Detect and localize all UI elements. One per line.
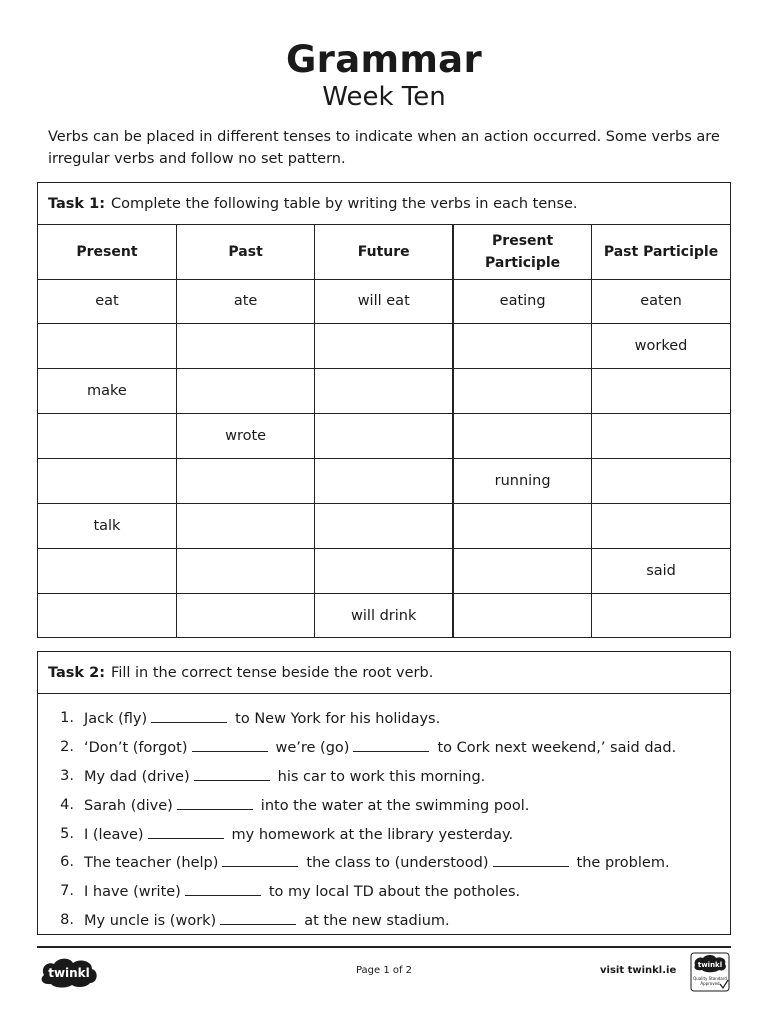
answer-blank[interactable] xyxy=(177,796,253,810)
task1-label: Task 1: xyxy=(48,195,106,212)
table-row xyxy=(38,459,730,504)
item-text xyxy=(84,825,513,843)
table-row xyxy=(38,324,730,369)
table-cell: eaten xyxy=(592,279,730,324)
table-row xyxy=(38,369,730,414)
table-cell[interactable] xyxy=(453,324,591,369)
table-cell[interactable] xyxy=(176,593,314,638)
badge-logo-text: twinkl xyxy=(697,961,723,969)
list-item xyxy=(52,790,730,819)
task2-list xyxy=(38,694,730,934)
sentence-part: Sarah (dive) xyxy=(84,797,173,814)
task2-label: Task 2: xyxy=(48,664,106,681)
answer-blank[interactable] xyxy=(222,853,298,867)
table-cell[interactable] xyxy=(38,593,176,638)
table-cell[interactable] xyxy=(315,548,453,593)
item-text xyxy=(84,738,676,756)
answer-blank[interactable] xyxy=(192,738,268,752)
task1-header xyxy=(38,183,730,225)
item-number: 8. xyxy=(60,911,74,928)
table-cell[interactable] xyxy=(315,324,453,369)
list-item xyxy=(52,848,730,877)
sentence-part: to Cork next weekend,’ said dad. xyxy=(437,740,677,757)
list-item xyxy=(52,704,730,733)
table-cell[interactable] xyxy=(453,369,591,414)
list-item xyxy=(52,906,730,935)
table-row xyxy=(38,503,730,548)
sentence-part: we’re (go) xyxy=(275,740,350,757)
table-row xyxy=(38,548,730,593)
table-row xyxy=(38,279,730,324)
answer-blank[interactable] xyxy=(493,853,569,867)
visit-link[interactable]: visit twinkl.ie xyxy=(600,965,677,976)
table-cell: wrote xyxy=(176,414,314,459)
table-cell[interactable] xyxy=(315,414,453,459)
table-row xyxy=(38,414,730,459)
table-cell[interactable] xyxy=(176,503,314,548)
table-header-row xyxy=(38,225,730,279)
item-number: 3. xyxy=(60,767,74,784)
item-text xyxy=(84,882,520,900)
page-title: Grammar xyxy=(285,38,482,81)
sentence-part: into the water at the swimming pool. xyxy=(260,797,530,814)
table-cell[interactable] xyxy=(453,548,591,593)
table-cell: will drink xyxy=(315,593,453,638)
item-text xyxy=(84,709,440,727)
sentence-part: I have (write) xyxy=(84,884,181,901)
table-cell: eating xyxy=(453,279,591,324)
item-number: 5. xyxy=(60,825,74,842)
sentence-part: my homework at the library yesterday. xyxy=(231,826,514,843)
footer-divider xyxy=(37,946,731,948)
table-cell[interactable] xyxy=(592,503,730,548)
table-cell[interactable] xyxy=(176,548,314,593)
table-row xyxy=(38,593,730,638)
table-cell: said xyxy=(592,548,730,593)
task2-box xyxy=(37,651,731,935)
item-number: 7. xyxy=(60,883,74,900)
table-cell[interactable] xyxy=(453,414,591,459)
answer-blank[interactable] xyxy=(220,911,296,925)
task1-instruction: Complete the following table by writing the verbs in each tense. xyxy=(111,195,578,212)
list-item xyxy=(52,819,730,848)
table-cell[interactable] xyxy=(315,459,453,504)
sentence-part: My uncle is (work) xyxy=(84,912,217,929)
item-text xyxy=(84,796,529,814)
col-header: Past Participle xyxy=(592,225,730,279)
table-cell[interactable] xyxy=(38,459,176,504)
col-header: Present xyxy=(38,225,176,279)
list-item xyxy=(52,877,730,906)
item-text xyxy=(84,911,450,929)
answer-blank[interactable] xyxy=(148,825,224,839)
badge-line2: Approved xyxy=(700,981,720,986)
table-cell[interactable] xyxy=(38,414,176,459)
task2-header xyxy=(38,652,730,694)
table-cell[interactable] xyxy=(38,324,176,369)
table-cell: worked xyxy=(592,324,730,369)
answer-blank[interactable] xyxy=(151,709,227,723)
answer-blank[interactable] xyxy=(194,767,270,781)
sentence-part: The teacher (help) xyxy=(84,855,219,872)
col-header xyxy=(315,225,453,279)
answer-blank[interactable] xyxy=(353,738,429,752)
quality-badge-icon xyxy=(690,952,730,992)
task2-instruction: Fill in the correct tense beside the root verb. xyxy=(111,664,434,681)
sentence-part: the problem. xyxy=(576,855,670,872)
table-cell[interactable] xyxy=(38,548,176,593)
task1-box xyxy=(37,182,731,638)
table-cell[interactable] xyxy=(176,459,314,504)
table-body xyxy=(38,279,730,638)
sentence-part: to my local TD about the potholes. xyxy=(268,884,521,901)
page-number: Page 1 of 2 xyxy=(355,965,413,976)
table-cell: eat xyxy=(38,279,176,324)
table-cell: will eat xyxy=(315,279,453,324)
table-cell[interactable] xyxy=(453,503,591,548)
table-cell: talk xyxy=(38,503,176,548)
table-cell[interactable] xyxy=(592,369,730,414)
item-text xyxy=(84,853,670,871)
sentence-part: I (leave) xyxy=(84,826,144,843)
sentence-part: at the new stadium. xyxy=(304,912,450,929)
sentence-part: the class to (understood) xyxy=(306,855,489,872)
page-subtitle: Week Ten xyxy=(322,82,446,112)
col-header xyxy=(453,225,591,279)
list-item xyxy=(52,762,730,791)
item-number: 1. xyxy=(60,710,74,727)
item-text xyxy=(84,767,485,785)
table-cell[interactable] xyxy=(176,369,314,414)
verb-tense-table xyxy=(38,225,730,638)
table-cell[interactable] xyxy=(592,459,730,504)
table-cell: ate xyxy=(176,279,314,324)
item-number: 4. xyxy=(60,796,74,813)
table-cell[interactable] xyxy=(592,593,730,638)
table-cell[interactable] xyxy=(453,593,591,638)
sentence-part: My dad (drive) xyxy=(84,768,190,785)
table-cell[interactable] xyxy=(315,369,453,414)
sentence-part: his car to work this morning. xyxy=(277,768,486,785)
table-cell: make xyxy=(38,369,176,414)
logo-text: twinkl xyxy=(48,966,90,980)
answer-blank[interactable] xyxy=(185,882,261,896)
col-header-text: Future xyxy=(357,243,410,260)
sentence-part: Jack (fly) xyxy=(84,711,148,728)
col-header: Past xyxy=(176,225,314,279)
intro-text: Verbs can be placed in different tenses to indicate when an action occurred. Some verbs are irregular verbs and follow no set pattern. xyxy=(48,129,720,167)
table-cell[interactable] xyxy=(315,503,453,548)
item-number: 6. xyxy=(60,854,74,871)
sentence-part: to New York for his holidays. xyxy=(235,711,441,728)
sentence-part: ‘Don’t (forgot) xyxy=(84,740,188,757)
col-header-text: Present Participle xyxy=(485,232,561,271)
item-number: 2. xyxy=(60,739,74,756)
table-cell[interactable] xyxy=(176,324,314,369)
table-cell[interactable] xyxy=(592,414,730,459)
list-item xyxy=(52,733,730,762)
table-cell: running xyxy=(453,459,591,504)
badge-line1: Quality Standard xyxy=(693,976,727,981)
